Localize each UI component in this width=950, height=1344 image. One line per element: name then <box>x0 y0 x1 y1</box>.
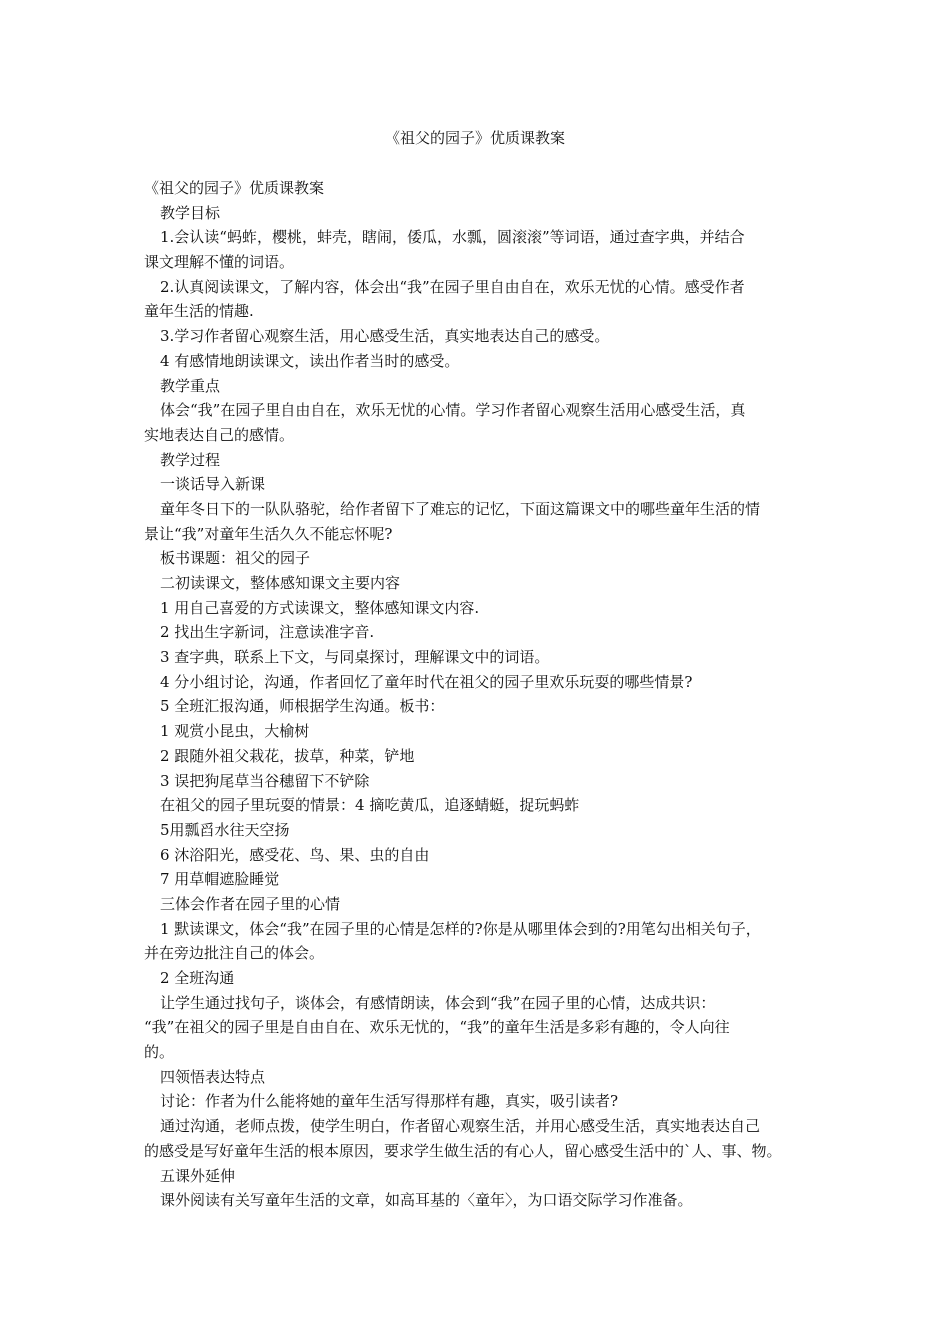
text-line: 景让“我”对童年生活久久不能忘怀呢? <box>144 524 393 543</box>
text-line: 童年冬日下的一队队骆驼，给作者留下了难忘的记忆，下面这篇课文中的哪些童年生活的情 <box>160 499 761 518</box>
text-line: 1 用自己喜爱的方式读课文，整体感知课文内容. <box>160 598 480 617</box>
text-line: 1 观赏小昆虫，大榆树 <box>160 722 310 741</box>
text-line: 5用瓢舀水往天空扬 <box>160 820 290 839</box>
text-line: 体会“我”在园子里自由自在，欢乐无忧的心情。学习作者留心观察生活用心感受生活，真 <box>160 401 746 420</box>
text-line: 6 沐浴阳光，感受花、鸟、果、虫的自由 <box>160 845 430 864</box>
text-line: 板书课题：祖父的园子 <box>160 549 311 568</box>
text-line: 教学目标 <box>160 203 221 222</box>
text-line: 童年生活的情趣. <box>144 302 254 321</box>
text-line: 4 有感情地朗读课文，读出作者当时的感受。 <box>160 351 460 370</box>
text-line: 在祖父的园子里玩耍的情景：4 摘吃黄瓜，追逐蜻蜓，捉玩蚂蚱 <box>160 796 580 815</box>
text-line: 通过沟通，老师点拨，使学生明白，作者留心观察生活，并用心感受生活，真实地表达自己 <box>160 1117 761 1136</box>
text-line: 4 分小组讨论，沟通，作者回忆了童年时代在祖父的园子里欢乐玩耍的哪些情景? <box>160 672 693 691</box>
document-title: 《祖父的园子》优质课教案 <box>384 129 565 147</box>
text-line: 教学重点 <box>160 376 221 395</box>
text-line: 的感受是写好童年生活的根本原因，要求学生做生活的有心人，留心感受生活中的`人、事、物。 <box>144 1141 782 1160</box>
text-line: 《祖父的园子》优质课教案 <box>144 179 325 197</box>
text-line: 3 误把狗尾草当谷穗留下不铲除 <box>160 771 370 790</box>
text-line: 一谈话导入新课 <box>160 475 266 494</box>
text-line: 1.会认读“蚂蚱，樱桃，蚌壳，瞎闹，倭瓜，水瓢，圆滚滚”等词语，通过查字典，并结合 <box>160 228 745 247</box>
text-line: 2.认真阅读课文，了解内容，体会出“我”在园子里自由自在，欢乐无忧的心情。感受作者 <box>160 277 745 296</box>
text-line: 三体会作者在园子里的心情 <box>160 894 341 913</box>
text-line: 实地表达自己的感情。 <box>144 425 295 444</box>
text-line: 2 全班沟通 <box>160 969 235 987</box>
text-line: 2 跟随外祖父栽花，拔草，种菜，铲地 <box>160 746 415 765</box>
text-line: 3 查字典，联系上下文，与同桌探讨，理解课文中的词语。 <box>160 648 550 667</box>
text-line: 3.学习作者留心观察生活，用心感受生活，真实地表达自己的感受。 <box>160 327 610 346</box>
text-line: 的。 <box>144 1043 175 1062</box>
text-line: 四领悟表达特点 <box>160 1067 266 1086</box>
text-line: 二初读课文，整体感知课文主要内容 <box>160 574 401 592</box>
text-line: 五课外延伸 <box>160 1166 236 1185</box>
text-line: 讨论：作者为什么能将她的童年生活写得那样有趣，真实，吸引读者? <box>160 1092 619 1111</box>
text-line: 5 全班汇报沟通，师根据学生沟通。板书： <box>160 697 445 716</box>
text-line: 课外阅读有关写童年生活的文章，如高耳基的〈童年〉，为口语交际学习作准备。 <box>160 1191 693 1210</box>
text-line: 教学过程 <box>160 450 221 469</box>
text-line: 并在旁边批注自己的体会。 <box>144 944 325 963</box>
text-line: 课文理解不懂的词语。 <box>144 253 295 272</box>
document-body <box>144 176 824 1213</box>
text-line: 2 找出生字新词，注意读准字音. <box>160 623 375 642</box>
text-line: “我”在祖父的园子里是自由自在、欢乐无忧的，“我”的童年生活是多彩有趣的，令人向往 <box>144 1018 730 1037</box>
text-line: 让学生通过找句子，谈体会，有感情朗读，体会到“我”在园子里的心情，达成共识： <box>160 993 716 1012</box>
text-line: 7 用草帽遮脸睡觉 <box>160 870 280 889</box>
text-line: 1 默读课文，体会“我”在园子里的心情是怎样的?你是从哪里体会到的?用笔勾出相关句子， <box>160 919 761 938</box>
